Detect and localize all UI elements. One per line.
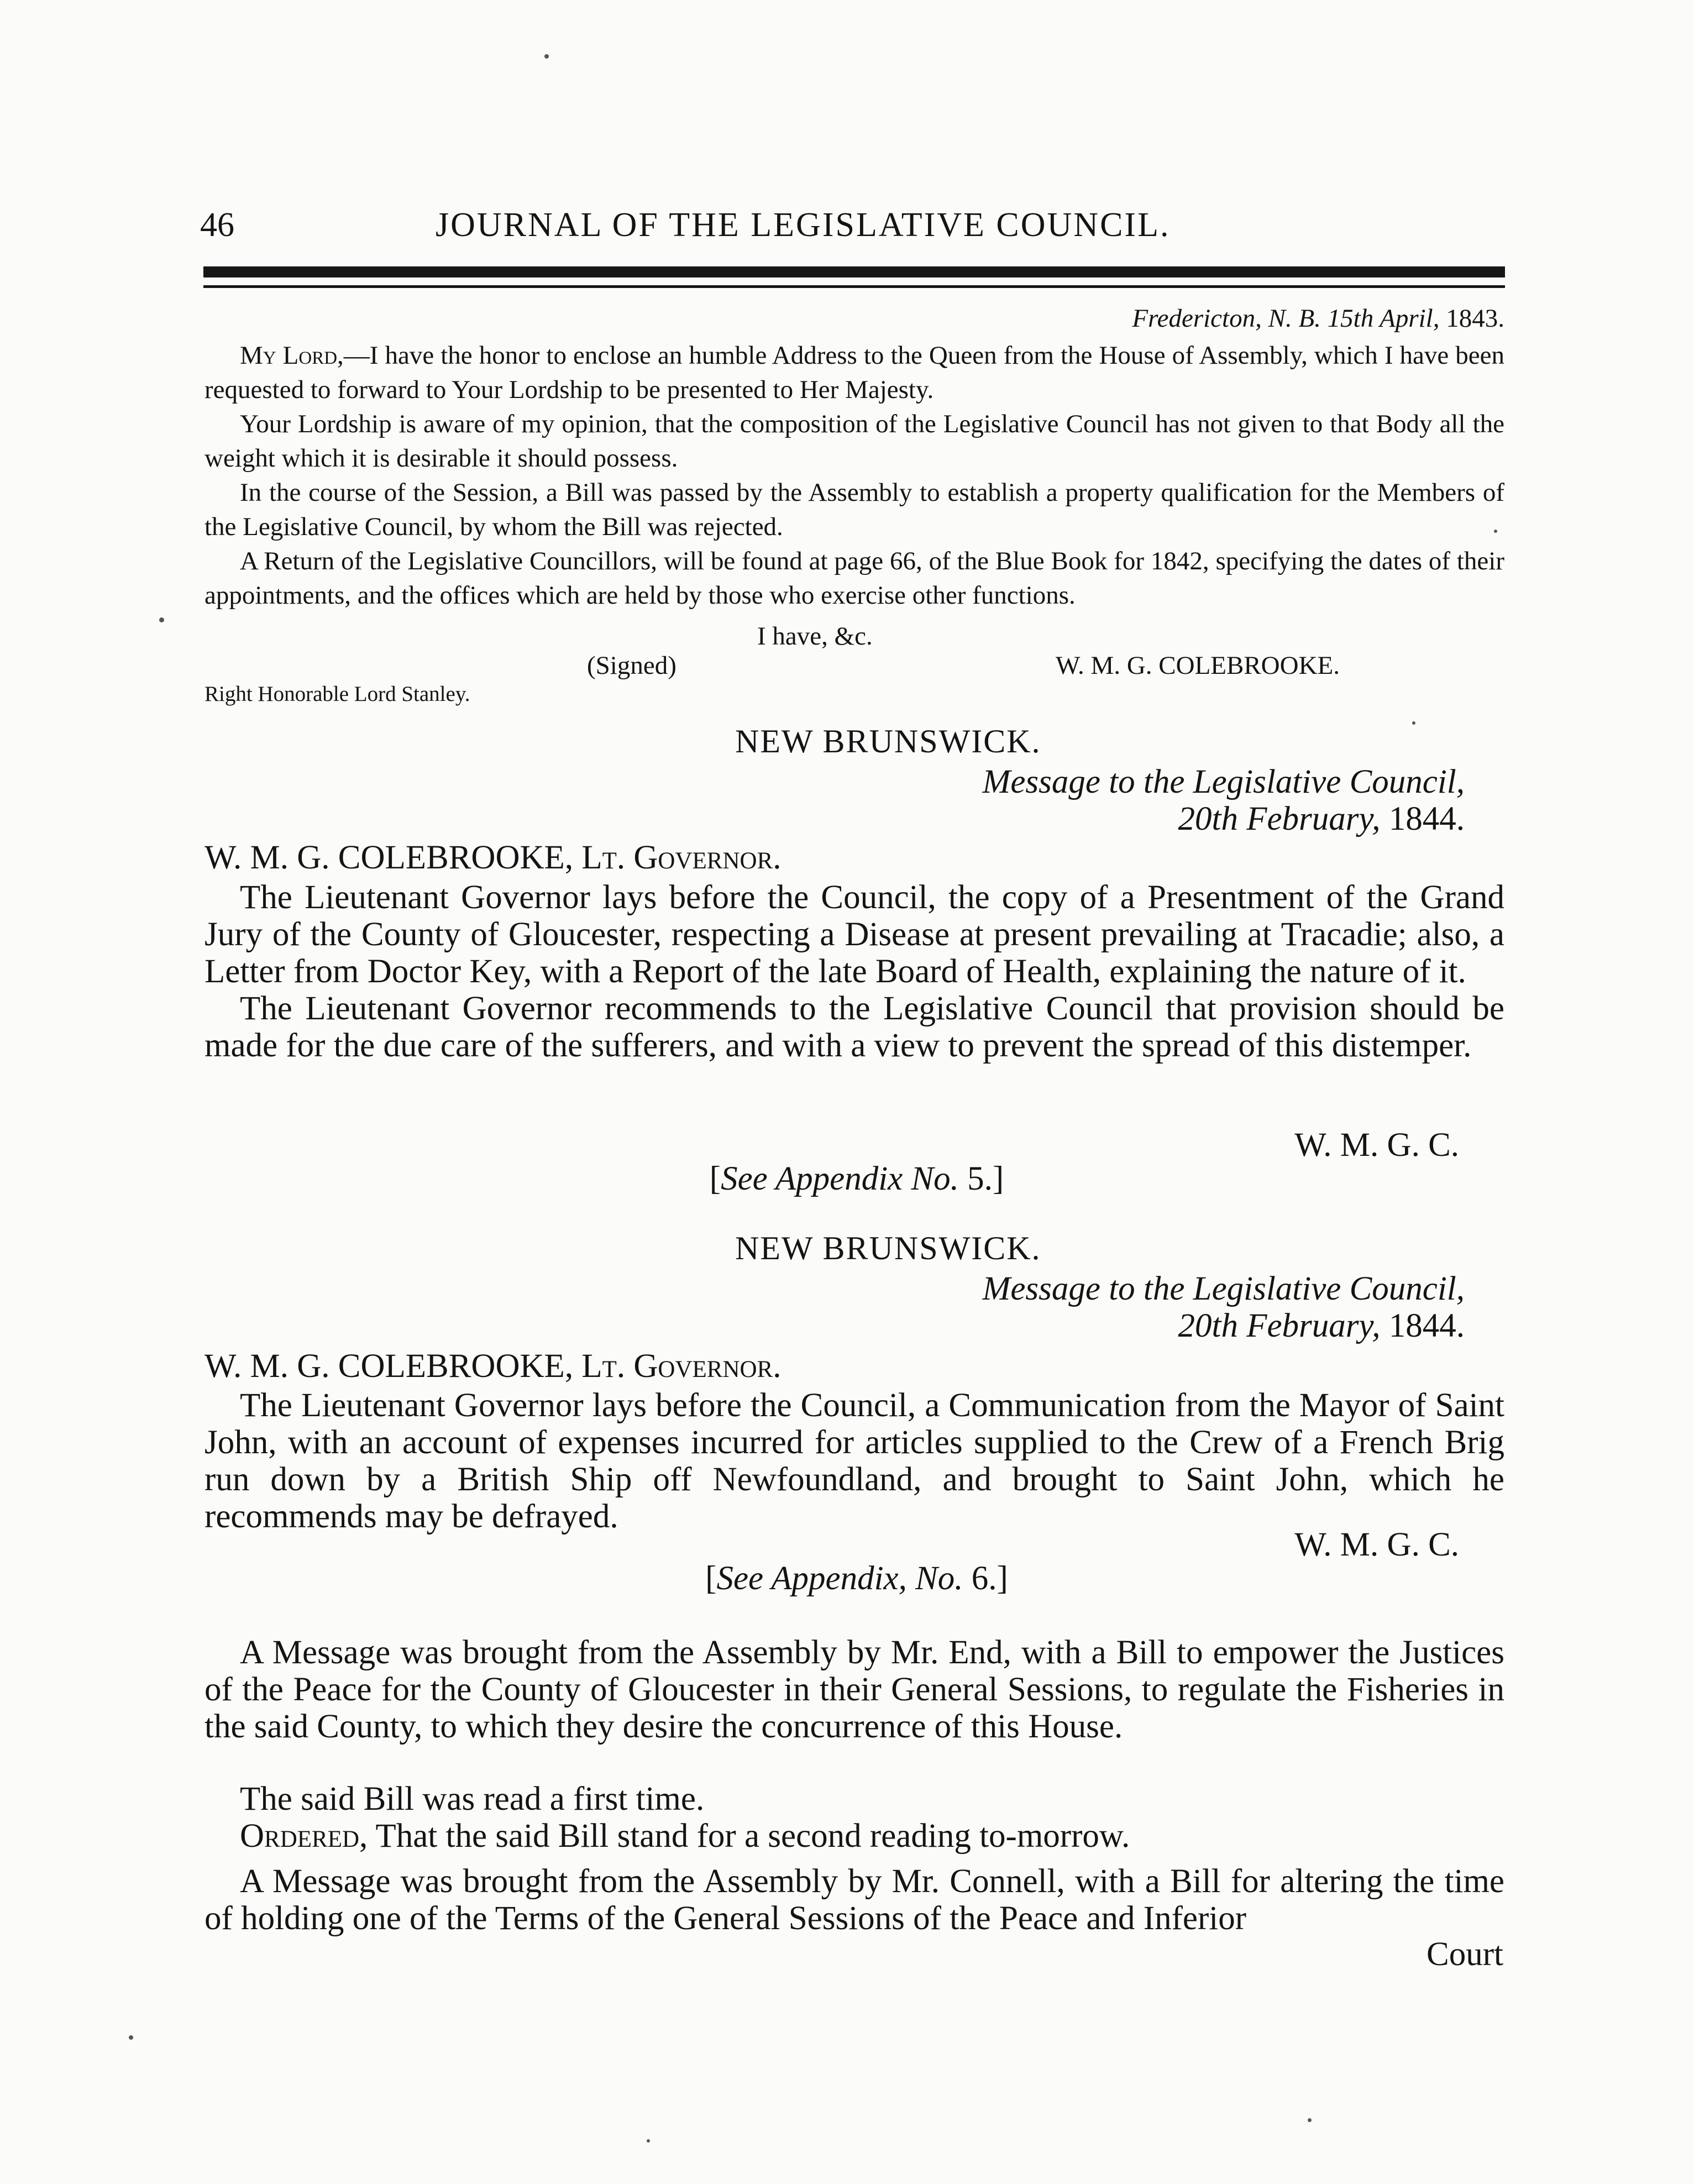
proceeding-message-connell: A Message was brought from the Assembly by Mr. Connell, with a Bill for altering the time of holding one of the Terms of the General Sessions of the Peace and Inferior bbox=[204, 1863, 1504, 1937]
letter-salutation: My Lord, bbox=[240, 341, 344, 370]
letter-dateline-place: Fredericton, N. B. 15th April, bbox=[1132, 304, 1440, 333]
scan-speck bbox=[544, 54, 549, 59]
message-title bbox=[857, 1270, 1465, 1307]
message-heading: NEW BRUNSWICK. bbox=[735, 723, 1041, 760]
appendix-reference: [See Appendix No. 5.] bbox=[709, 1160, 1004, 1197]
appendix-number: 5. bbox=[967, 1160, 993, 1197]
message-paragraph: The Lieutenant Governor recommends to the Legislative Council that provision should be made for the due care of the sufferers, and with a view to prevent the spread of this distemper. bbox=[204, 990, 1504, 1064]
message-body bbox=[204, 1387, 1504, 1535]
message-date-text: 20th February, bbox=[1178, 1307, 1381, 1344]
message-initials: W. M. G. C. bbox=[1294, 1526, 1459, 1563]
scan-speck bbox=[1308, 2118, 1312, 2122]
catchword: Court bbox=[1426, 1936, 1503, 1973]
page-number: 46 bbox=[200, 206, 234, 244]
letter-addressee: Right Honorable Lord Stanley. bbox=[204, 682, 470, 706]
appendix-text: See Appendix No. bbox=[721, 1160, 959, 1197]
header-rule-thin bbox=[203, 285, 1505, 288]
message-title-text: Message to the Legislative Council, bbox=[982, 1270, 1465, 1307]
governor-name: W. M. G. COLEBROOKE, bbox=[204, 1348, 574, 1385]
letter-paragraph bbox=[204, 338, 1504, 407]
letter-closing: I have, &c. bbox=[757, 622, 873, 651]
scan-speck bbox=[1412, 721, 1415, 725]
signed-label: (Signed) bbox=[587, 651, 676, 680]
letter-paragraph: In the course of the Session, a Bill was passed by the Assembly to establish a property qualification for the Members of the Legislative Council, by whom the Bill was rejected. bbox=[204, 478, 1504, 541]
scan-speck bbox=[129, 2035, 133, 2040]
message-paragraph: The Lieutenant Governor lays before the Council, the copy of a Presentment of the Grand Jury of the County of Gloucester, respecting a Disease at present prevailing at Tracadie; also, a Letter from Doctor Key, with a Report of the late Board of Health, explaining the nature of it. bbox=[204, 879, 1504, 990]
scan-speck bbox=[1494, 530, 1497, 533]
scan-speck bbox=[647, 2139, 650, 2143]
message-heading: NEW BRUNSWICK. bbox=[735, 1230, 1041, 1266]
scan-speck bbox=[159, 617, 164, 622]
header-rule-thick bbox=[203, 266, 1505, 277]
proceeding-message-end: A Message was brought from the Assembly by Mr. End, with a Bill to empower the Justices of the Peace for the County of Gloucester in their General Sessions, to regulate the Fisheries in the said County, to which they desire the concurrence of this House. bbox=[204, 1634, 1504, 1745]
running-title: JOURNAL OF THE LEGISLATIVE COUNCIL. bbox=[436, 206, 1171, 244]
message-year: 1844. bbox=[1388, 800, 1465, 837]
message-governor bbox=[204, 839, 782, 876]
letter-body bbox=[204, 338, 1504, 612]
letter-paragraph: Your Lordship is aware of my opinion, that the composition of the Legislative Council has not given to that Body all the weight which it is desirable it should possess. bbox=[204, 410, 1504, 473]
letter-paragraph: A Return of the Legislative Councillors, will be found at page 66, of the Blue Book for 1842, specifying the dates of their appointments, and the offices which are held by those who exercise other functions. bbox=[204, 547, 1504, 610]
governor-title: Lt. Governor. bbox=[581, 1348, 782, 1385]
appendix-number: 6. bbox=[971, 1560, 997, 1597]
message-title bbox=[884, 763, 1465, 800]
governor-name: W. M. G. COLEBROOKE, bbox=[204, 839, 574, 876]
proceeding-ordered bbox=[204, 1818, 1504, 1855]
message-date bbox=[884, 800, 1465, 837]
message-body bbox=[204, 879, 1504, 1064]
message-governor bbox=[204, 1348, 782, 1385]
message-year: 1844. bbox=[1388, 1307, 1465, 1344]
message-date-text: 20th February, bbox=[1178, 800, 1381, 837]
ordered-label: Ordered, bbox=[240, 1818, 368, 1855]
letter-dateline-year: 1843. bbox=[1446, 304, 1504, 333]
message-date bbox=[857, 1307, 1465, 1344]
message-paragraph: The Lieutenant Governor lays before the Council, a Communication from the Mayor of Saint John, with an account of expenses incurred for articles supplied to the Crew of a French Brig run down by a British Ship off Newfoundland, and brought to Saint John, which he recommends may be defrayed. bbox=[204, 1387, 1504, 1535]
appendix-reference: [See Appendix, No. 6.] bbox=[705, 1560, 1008, 1597]
message-title-text: Message to the Legislative Council, bbox=[982, 763, 1465, 800]
appendix-text: See Appendix, No. bbox=[716, 1560, 963, 1597]
letter-paragraph-text: —I have the honor to enclose an humble Address to the Queen from the House of Assembly, which I have been requested to forward to Your Lordship to be presented to Her Majesty. bbox=[204, 341, 1504, 404]
letter-dateline bbox=[884, 301, 1504, 336]
letter-signature: W. M. G. COLEBROOKE. bbox=[1056, 651, 1340, 680]
proceeding-first-reading: The said Bill was read a first time. bbox=[240, 1780, 705, 1818]
ordered-text: That the said Bill stand for a second reading to-morrow. bbox=[375, 1818, 1130, 1855]
message-initials: W. M. G. C. bbox=[1294, 1127, 1459, 1164]
governor-title: Lt. Governor. bbox=[581, 839, 782, 876]
